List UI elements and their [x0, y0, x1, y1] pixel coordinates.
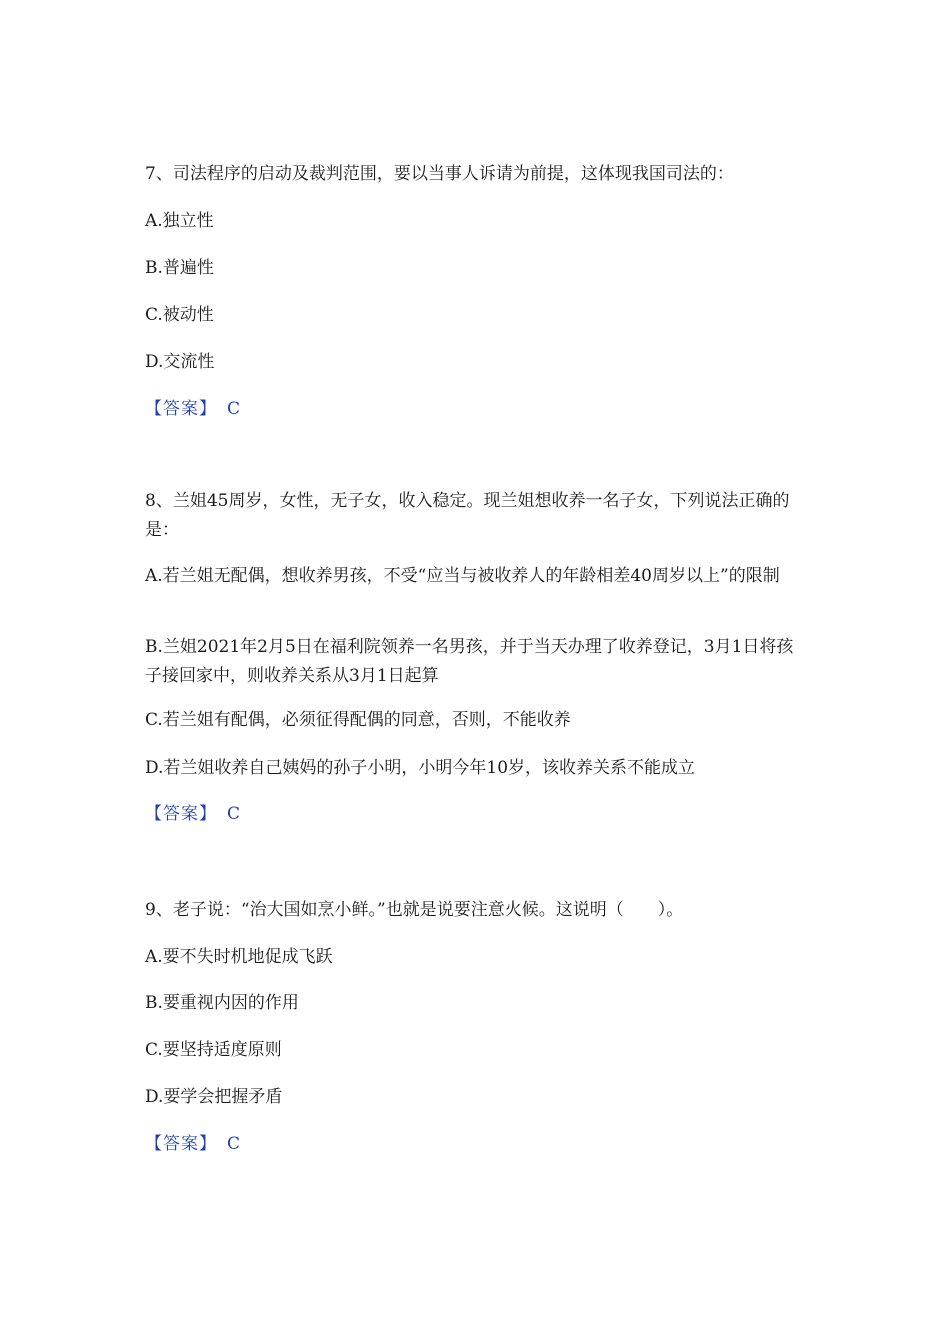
question-9-option-a: A.要不失时机地促成飞跃	[145, 947, 333, 967]
answer-label: 【答案】	[145, 804, 217, 824]
question-7-option-c: C.被动性	[145, 305, 214, 325]
question-8-option-b: B.兰姐2021年2月5日在福利院领养一名男孩，并于当天办理了收养登记，3月1日将孩子接回家中，则收养关系从3月1日起算	[145, 637, 794, 686]
question-8-option-d: D.若兰姐收养自己姨妈的孙子小明，小明今年10岁，该收养关系不能成立	[145, 758, 696, 778]
question-9-stem: 9、老子说：“治大国如烹小鲜。”也就是说要注意火候。这说明（ ）。	[145, 900, 684, 920]
question-7-option-d: D.交流性	[145, 352, 215, 372]
question-8-option-a: A.若兰姐无配偶，想收养男孩，不受“应当与被收养人的年龄相差40周岁以上”的限制	[145, 566, 780, 586]
question-8-answer	[145, 802, 805, 826]
question-7-answer	[145, 397, 805, 421]
question-9-option-c: C.要坚持适度原则	[145, 1040, 282, 1060]
question-9-option-b: B.要重视内因的作用	[145, 993, 299, 1013]
question-7-stem: 7、司法程序的启动及裁判范围，要以当事人诉请为前提，这体现我国司法的：	[145, 164, 734, 184]
question-7-option-a: A.独立性	[145, 211, 214, 231]
answer-value: C	[227, 399, 241, 419]
question-9-option-d: D.要学会把握矛盾	[145, 1087, 283, 1107]
question-8-stem: 8、兰姐45周岁，女性，无子女，收入稳定。现兰姐想收养一名子女，下列说法正确的是：	[145, 491, 790, 540]
question-9-answer	[145, 1132, 805, 1156]
answer-value: C	[227, 1134, 241, 1154]
answer-label: 【答案】	[145, 1134, 217, 1154]
answer-value: C	[227, 804, 241, 824]
question-8-option-c: C.若兰姐有配偶，必须征得配偶的同意，否则，不能收养	[145, 710, 571, 730]
answer-label: 【答案】	[145, 399, 217, 419]
question-7-option-b: B.普遍性	[145, 258, 214, 278]
